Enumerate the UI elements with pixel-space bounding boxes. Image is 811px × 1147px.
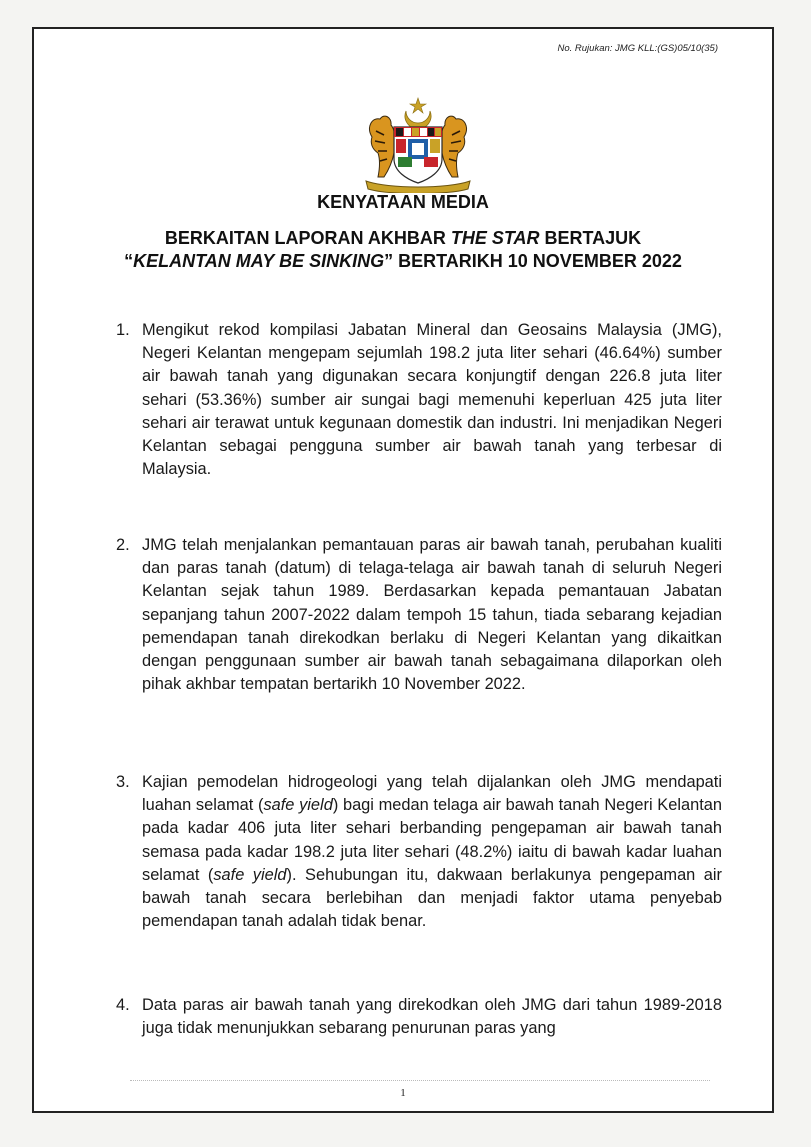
subtitle-line-2-text-c: ” BERTARIKH 10 NOVEMBER 2022	[384, 251, 682, 271]
paragraph-text: Mengikut rekod kompilasi Jabatan Mineral dan Geosains Malaysia (JMG), Negeri Kelantan mengepam sejumlah 198.2 juta liter sehari (46.64%) sumber air bawah tanah yang digunakan secara konjungtif dengan 226.8 juta liter sehari (53.36%) sumber air sungai bagi memenuhi keperluan 425 juta liter sehari air terawat untuk kegunaan domestik dan industri. Ini menjadikan Negeri Kelantan sebagai pengguna sumber air bawah tanah yang terbesar di Malaysia.	[142, 321, 722, 479]
paragraph-number: 3.	[116, 773, 130, 791]
page-number: 1	[400, 1087, 406, 1099]
subtitle-line-2-italic: KELANTAN MAY BE SINKING	[133, 251, 385, 271]
paragraph-text-e: ). Sehubungan itu, dakwaan berlakunya pengepaman air bawah tanah secara berlebihan dan menjadi faktor utama penyebab pemendapan tanah adalah tidak benar.	[142, 865, 722, 931]
subtitle-line-1-text-c: BERTAJUK	[539, 228, 642, 248]
reference-number: No. Rujukan: JMG KLL:(GS)05/10(35)	[557, 43, 718, 54]
document-page	[32, 27, 774, 1113]
subtitle-line-2-open-quote: “	[124, 251, 134, 271]
paragraph-2	[116, 534, 722, 696]
safe-yield-italic: safe yield	[263, 796, 333, 815]
subtitle-line-1-italic: THE STAR	[450, 228, 540, 248]
paragraph-number: 2.	[116, 536, 130, 554]
paragraph-number: 1.	[116, 321, 130, 339]
paragraph-text	[142, 771, 722, 933]
paragraph-text-a: Kajian pemodelan hidrogeologi yang telah dijalankan oleh JMG mendapati luahan selamat (	[142, 773, 722, 815]
footer-divider	[130, 1080, 710, 1081]
subtitle-line-2	[34, 251, 772, 272]
safe-yield-italic: safe yield	[213, 865, 287, 884]
paragraph-text-c: ) bagi medan telaga air bawah tanah Negeri Kelantan pada kadar 406 juta liter sehari berbanding pengepaman air bawah tanah semasa pada kadar 198.2 juta liter sehari (48.2%) iaitu di bawah kadar luahan selamat (	[142, 796, 722, 884]
paragraph-1	[116, 319, 722, 481]
paragraph-text: JMG telah menjalankan pemantauan paras air bawah tanah, perubahan kualiti dan paras tanah (datum) di telaga-telaga air bawah tanah di seluruh Negeri Kelantan sejak tahun 1989. Berdasarkan kepada pemantauan Jabatan sepanjang tahun 2007-2022 dalam tempoh 15 tahun, tiada sebarang kejadian pemendapan tanah direkodkan berlaku di Negeri Kelantan yang dikaitkan dengan penggunaan sumber air bawah tanah sebagaimana dilaporkan oleh pihak akhbar tempatan bertarikh 10 November 2022.	[142, 536, 722, 694]
document-title: KENYATAAN MEDIA	[317, 192, 489, 212]
coat-of-arms-icon	[358, 97, 478, 193]
paragraph-number: 4.	[116, 996, 130, 1014]
subtitle-line-1-text-a: BERKAITAN LAPORAN AKHBAR	[164, 228, 451, 248]
paragraph-3	[116, 771, 722, 933]
subtitle-line-1	[34, 228, 772, 249]
paragraph-text: Data paras air bawah tanah yang direkodkan oleh JMG dari tahun 1989-2018 juga tidak menunjukkan sebarang penurunan paras yang	[142, 996, 722, 1038]
paragraph-4	[116, 994, 722, 1040]
